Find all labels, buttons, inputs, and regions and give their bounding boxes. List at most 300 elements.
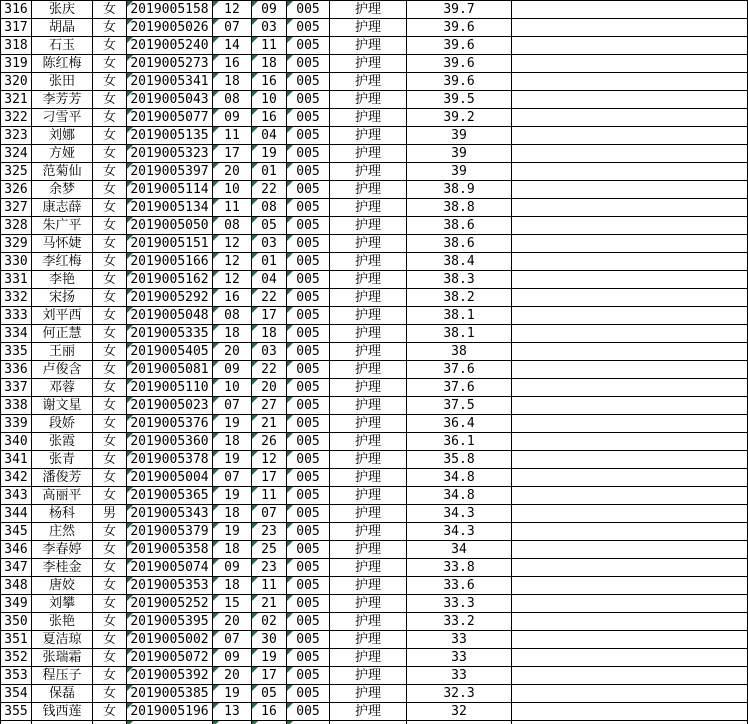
- cell-exam-id[interactable]: [127, 379, 213, 397]
- cell-exam-id[interactable]: [127, 19, 213, 37]
- cell-num2[interactable]: [252, 235, 287, 253]
- cell-blank[interactable]: [512, 91, 748, 109]
- cell-code[interactable]: [287, 487, 330, 505]
- cell-category[interactable]: [330, 145, 407, 163]
- cell-score[interactable]: [407, 397, 512, 415]
- cell-blank[interactable]: [512, 541, 748, 559]
- cell-score[interactable]: [407, 487, 512, 505]
- cell-num2[interactable]: [252, 685, 287, 703]
- cell-blank[interactable]: [512, 685, 748, 703]
- cell-num2[interactable]: [252, 109, 287, 127]
- cell-score[interactable]: [407, 595, 512, 613]
- cell-name[interactable]: [32, 649, 93, 667]
- cell-code[interactable]: [287, 19, 330, 37]
- cell-name[interactable]: [32, 577, 93, 595]
- cell-exam-id[interactable]: [127, 523, 213, 541]
- cell-code[interactable]: [287, 559, 330, 577]
- cell-name[interactable]: [32, 523, 93, 541]
- cell-code[interactable]: [287, 289, 330, 307]
- cell-num1[interactable]: [213, 397, 252, 415]
- cell-row-number[interactable]: [0, 163, 32, 181]
- cell-name[interactable]: [32, 505, 93, 523]
- cell-gender[interactable]: [93, 91, 127, 109]
- cell-score[interactable]: [407, 55, 512, 73]
- cell-row-number[interactable]: [0, 343, 32, 361]
- cell-blank[interactable]: [512, 307, 748, 325]
- cell-blank[interactable]: [512, 649, 748, 667]
- cell-gender[interactable]: [93, 685, 127, 703]
- cell-gender[interactable]: [93, 181, 127, 199]
- cell-num1[interactable]: [213, 325, 252, 343]
- cell-category[interactable]: [330, 343, 407, 361]
- cell-num2[interactable]: [252, 361, 287, 379]
- cell-row-number[interactable]: [0, 469, 32, 487]
- cell-score[interactable]: [407, 199, 512, 217]
- cell-gender[interactable]: [93, 667, 127, 685]
- cell-num2[interactable]: [252, 667, 287, 685]
- cell-code[interactable]: [287, 469, 330, 487]
- cell-blank[interactable]: [512, 451, 748, 469]
- cell-code[interactable]: [287, 253, 330, 271]
- cell-num2[interactable]: [252, 451, 287, 469]
- cell-blank[interactable]: [512, 613, 748, 631]
- cell-row-number[interactable]: [0, 703, 32, 721]
- cell-score[interactable]: [407, 325, 512, 343]
- cell-num1[interactable]: [213, 181, 252, 199]
- cell-num2[interactable]: [252, 523, 287, 541]
- cell-name[interactable]: [32, 181, 93, 199]
- cell-code[interactable]: [287, 145, 330, 163]
- cell-num2[interactable]: [252, 199, 287, 217]
- cell-category[interactable]: [330, 577, 407, 595]
- cell-name[interactable]: [32, 109, 93, 127]
- cell-gender[interactable]: [93, 397, 127, 415]
- cell-num1[interactable]: [213, 631, 252, 649]
- cell-exam-id[interactable]: [127, 199, 213, 217]
- cell-score[interactable]: [407, 613, 512, 631]
- cell-blank[interactable]: [512, 595, 748, 613]
- cell-row-number[interactable]: [0, 667, 32, 685]
- cell-category[interactable]: [330, 235, 407, 253]
- cell-row-number[interactable]: [0, 649, 32, 667]
- cell-exam-id[interactable]: [127, 577, 213, 595]
- cell-code[interactable]: [287, 667, 330, 685]
- cell-exam-id[interactable]: [127, 613, 213, 631]
- cell-name[interactable]: [32, 433, 93, 451]
- cell-row-number[interactable]: [0, 217, 32, 235]
- cell-code[interactable]: [287, 181, 330, 199]
- cell-score[interactable]: [407, 469, 512, 487]
- cell-num1[interactable]: [213, 55, 252, 73]
- cell-row-number[interactable]: [0, 325, 32, 343]
- cell-category[interactable]: [330, 505, 407, 523]
- cell-name[interactable]: [32, 145, 93, 163]
- cell-exam-id[interactable]: [127, 667, 213, 685]
- cell-row-number[interactable]: [0, 631, 32, 649]
- cell-num1[interactable]: [213, 559, 252, 577]
- cell-score[interactable]: [407, 433, 512, 451]
- cell-row-number[interactable]: [0, 415, 32, 433]
- cell-exam-id[interactable]: [127, 325, 213, 343]
- cell-row-number[interactable]: [0, 577, 32, 595]
- cell-gender[interactable]: [93, 55, 127, 73]
- cell-num2[interactable]: [252, 307, 287, 325]
- cell-num2[interactable]: [252, 55, 287, 73]
- cell-score[interactable]: [407, 91, 512, 109]
- cell-gender[interactable]: [93, 469, 127, 487]
- cell-row-number[interactable]: [0, 19, 32, 37]
- cell-name[interactable]: [32, 163, 93, 181]
- cell-num1[interactable]: [213, 469, 252, 487]
- cell-num2[interactable]: [252, 397, 287, 415]
- cell-row-number[interactable]: [0, 199, 32, 217]
- cell-num2[interactable]: [252, 343, 287, 361]
- cell-blank[interactable]: [512, 577, 748, 595]
- cell-code[interactable]: [287, 451, 330, 469]
- cell-num1[interactable]: [213, 451, 252, 469]
- cell-num1[interactable]: [213, 595, 252, 613]
- cell-blank[interactable]: [512, 343, 748, 361]
- cell-gender[interactable]: [93, 613, 127, 631]
- cell-gender[interactable]: [93, 199, 127, 217]
- cell-score[interactable]: [407, 181, 512, 199]
- cell-gender[interactable]: [93, 217, 127, 235]
- cell-code[interactable]: [287, 163, 330, 181]
- cell-name[interactable]: [32, 307, 93, 325]
- cell-name[interactable]: [32, 703, 93, 721]
- cell-score[interactable]: [407, 451, 512, 469]
- cell-category[interactable]: [330, 127, 407, 145]
- cell-row-number[interactable]: [0, 127, 32, 145]
- cell-exam-id[interactable]: [127, 181, 213, 199]
- cell-category[interactable]: [330, 361, 407, 379]
- cell-gender[interactable]: [93, 73, 127, 91]
- cell-row-number[interactable]: [0, 181, 32, 199]
- cell-score[interactable]: [407, 577, 512, 595]
- cell-category[interactable]: [330, 199, 407, 217]
- cell-blank[interactable]: [512, 703, 748, 721]
- cell-num2[interactable]: [252, 325, 287, 343]
- cell-exam-id[interactable]: [127, 37, 213, 55]
- cell-code[interactable]: [287, 613, 330, 631]
- cell-category[interactable]: [330, 271, 407, 289]
- cell-blank[interactable]: [512, 361, 748, 379]
- cell-score[interactable]: [407, 379, 512, 397]
- cell-category[interactable]: [330, 559, 407, 577]
- cell-exam-id[interactable]: [127, 703, 213, 721]
- cell-blank[interactable]: [512, 487, 748, 505]
- cell-gender[interactable]: [93, 595, 127, 613]
- cell-num1[interactable]: [213, 523, 252, 541]
- cell-category[interactable]: [330, 451, 407, 469]
- cell-num1[interactable]: [213, 415, 252, 433]
- cell-name[interactable]: [32, 343, 93, 361]
- cell-score[interactable]: [407, 19, 512, 37]
- cell-num2[interactable]: [252, 91, 287, 109]
- cell-blank[interactable]: [512, 505, 748, 523]
- cell-gender[interactable]: [93, 1, 127, 19]
- cell-code[interactable]: [287, 523, 330, 541]
- cell-blank[interactable]: [512, 235, 748, 253]
- cell-code[interactable]: [287, 127, 330, 145]
- cell-row-number[interactable]: [0, 271, 32, 289]
- cell-num1[interactable]: [213, 199, 252, 217]
- cell-row-number[interactable]: [0, 73, 32, 91]
- cell-blank[interactable]: [512, 433, 748, 451]
- cell-code[interactable]: [287, 397, 330, 415]
- cell-gender[interactable]: [93, 163, 127, 181]
- cell-category[interactable]: [330, 523, 407, 541]
- cell-row-number[interactable]: [0, 109, 32, 127]
- cell-row-number[interactable]: [0, 91, 32, 109]
- cell-blank[interactable]: [512, 667, 748, 685]
- cell-row-number[interactable]: [0, 379, 32, 397]
- cell-score[interactable]: [407, 37, 512, 55]
- cell-num2[interactable]: [252, 127, 287, 145]
- cell-row-number[interactable]: [0, 307, 32, 325]
- cell-name[interactable]: [32, 379, 93, 397]
- cell-score[interactable]: [407, 163, 512, 181]
- cell-exam-id[interactable]: [127, 451, 213, 469]
- cell-category[interactable]: [330, 487, 407, 505]
- cell-name[interactable]: [32, 325, 93, 343]
- cell-blank[interactable]: [512, 631, 748, 649]
- cell-exam-id[interactable]: [127, 397, 213, 415]
- cell-code[interactable]: [287, 685, 330, 703]
- cell-num1[interactable]: [213, 19, 252, 37]
- cell-code[interactable]: [287, 37, 330, 55]
- cell-code[interactable]: [287, 595, 330, 613]
- cell-score[interactable]: [407, 649, 512, 667]
- cell-exam-id[interactable]: [127, 1, 213, 19]
- cell-score[interactable]: [407, 253, 512, 271]
- cell-score[interactable]: [407, 361, 512, 379]
- cell-row-number[interactable]: [0, 523, 32, 541]
- cell-score[interactable]: [407, 631, 512, 649]
- cell-category[interactable]: [330, 613, 407, 631]
- cell-blank[interactable]: [512, 181, 748, 199]
- cell-num2[interactable]: [252, 433, 287, 451]
- cell-num1[interactable]: [213, 73, 252, 91]
- cell-gender[interactable]: [93, 577, 127, 595]
- cell-row-number[interactable]: [0, 451, 32, 469]
- cell-score[interactable]: [407, 505, 512, 523]
- cell-code[interactable]: [287, 1, 330, 19]
- cell-code[interactable]: [287, 577, 330, 595]
- cell-blank[interactable]: [512, 325, 748, 343]
- cell-gender[interactable]: [93, 505, 127, 523]
- cell-code[interactable]: [287, 415, 330, 433]
- cell-gender[interactable]: [93, 559, 127, 577]
- cell-category[interactable]: [330, 325, 407, 343]
- cell-num2[interactable]: [252, 649, 287, 667]
- cell-num1[interactable]: [213, 379, 252, 397]
- cell-row-number[interactable]: [0, 1, 32, 19]
- cell-score[interactable]: [407, 523, 512, 541]
- cell-name[interactable]: [32, 397, 93, 415]
- cell-num1[interactable]: [213, 1, 252, 19]
- cell-score[interactable]: [407, 559, 512, 577]
- cell-score[interactable]: [407, 415, 512, 433]
- cell-code[interactable]: [287, 271, 330, 289]
- cell-exam-id[interactable]: [127, 361, 213, 379]
- cell-gender[interactable]: [93, 343, 127, 361]
- cell-name[interactable]: [32, 127, 93, 145]
- cell-exam-id[interactable]: [127, 595, 213, 613]
- cell-row-number[interactable]: [0, 685, 32, 703]
- cell-name[interactable]: [32, 451, 93, 469]
- cell-num2[interactable]: [252, 541, 287, 559]
- cell-category[interactable]: [330, 55, 407, 73]
- cell-exam-id[interactable]: [127, 73, 213, 91]
- cell-category[interactable]: [330, 703, 407, 721]
- cell-num2[interactable]: [252, 163, 287, 181]
- cell-category[interactable]: [330, 667, 407, 685]
- cell-code[interactable]: [287, 217, 330, 235]
- cell-num1[interactable]: [213, 433, 252, 451]
- cell-code[interactable]: [287, 703, 330, 721]
- cell-code[interactable]: [287, 73, 330, 91]
- cell-gender[interactable]: [93, 109, 127, 127]
- cell-num2[interactable]: [252, 289, 287, 307]
- cell-blank[interactable]: [512, 145, 748, 163]
- cell-exam-id[interactable]: [127, 217, 213, 235]
- cell-category[interactable]: [330, 433, 407, 451]
- cell-blank[interactable]: [512, 217, 748, 235]
- cell-gender[interactable]: [93, 433, 127, 451]
- cell-num2[interactable]: [252, 613, 287, 631]
- cell-row-number[interactable]: [0, 595, 32, 613]
- cell-num2[interactable]: [252, 577, 287, 595]
- cell-num1[interactable]: [213, 649, 252, 667]
- cell-num2[interactable]: [252, 253, 287, 271]
- cell-exam-id[interactable]: [127, 559, 213, 577]
- cell-score[interactable]: [407, 109, 512, 127]
- cell-category[interactable]: [330, 37, 407, 55]
- cell-num1[interactable]: [213, 505, 252, 523]
- cell-score[interactable]: [407, 1, 512, 19]
- cell-row-number[interactable]: [0, 289, 32, 307]
- cell-num1[interactable]: [213, 127, 252, 145]
- cell-category[interactable]: [330, 253, 407, 271]
- cell-exam-id[interactable]: [127, 253, 213, 271]
- cell-num2[interactable]: [252, 271, 287, 289]
- cell-exam-id[interactable]: [127, 433, 213, 451]
- cell-category[interactable]: [330, 649, 407, 667]
- cell-num1[interactable]: [213, 91, 252, 109]
- cell-row-number[interactable]: [0, 397, 32, 415]
- cell-exam-id[interactable]: [127, 127, 213, 145]
- cell-gender[interactable]: [93, 361, 127, 379]
- cell-exam-id[interactable]: [127, 271, 213, 289]
- cell-name[interactable]: [32, 487, 93, 505]
- cell-blank[interactable]: [512, 37, 748, 55]
- cell-row-number[interactable]: [0, 505, 32, 523]
- cell-name[interactable]: [32, 289, 93, 307]
- cell-num1[interactable]: [213, 361, 252, 379]
- cell-blank[interactable]: [512, 289, 748, 307]
- cell-category[interactable]: [330, 307, 407, 325]
- cell-blank[interactable]: [512, 199, 748, 217]
- cell-code[interactable]: [287, 361, 330, 379]
- cell-gender[interactable]: [93, 253, 127, 271]
- cell-blank[interactable]: [512, 469, 748, 487]
- cell-code[interactable]: [287, 325, 330, 343]
- cell-blank[interactable]: [512, 523, 748, 541]
- cell-score[interactable]: [407, 685, 512, 703]
- cell-row-number[interactable]: [0, 541, 32, 559]
- cell-exam-id[interactable]: [127, 145, 213, 163]
- cell-gender[interactable]: [93, 523, 127, 541]
- cell-gender[interactable]: [93, 541, 127, 559]
- cell-gender[interactable]: [93, 307, 127, 325]
- cell-name[interactable]: [32, 685, 93, 703]
- cell-name[interactable]: [32, 1, 93, 19]
- cell-gender[interactable]: [93, 37, 127, 55]
- cell-gender[interactable]: [93, 631, 127, 649]
- cell-exam-id[interactable]: [127, 55, 213, 73]
- cell-category[interactable]: [330, 91, 407, 109]
- cell-score[interactable]: [407, 307, 512, 325]
- cell-exam-id[interactable]: [127, 235, 213, 253]
- cell-category[interactable]: [330, 19, 407, 37]
- cell-gender[interactable]: [93, 19, 127, 37]
- cell-score[interactable]: [407, 343, 512, 361]
- cell-num2[interactable]: [252, 19, 287, 37]
- cell-score[interactable]: [407, 541, 512, 559]
- cell-blank[interactable]: [512, 559, 748, 577]
- cell-code[interactable]: [287, 199, 330, 217]
- cell-num1[interactable]: [213, 145, 252, 163]
- cell-num2[interactable]: [252, 631, 287, 649]
- cell-row-number[interactable]: [0, 559, 32, 577]
- cell-score[interactable]: [407, 703, 512, 721]
- cell-num2[interactable]: [252, 505, 287, 523]
- cell-code[interactable]: [287, 343, 330, 361]
- cell-category[interactable]: [330, 73, 407, 91]
- cell-name[interactable]: [32, 37, 93, 55]
- cell-gender[interactable]: [93, 703, 127, 721]
- cell-category[interactable]: [330, 631, 407, 649]
- cell-score[interactable]: [407, 271, 512, 289]
- cell-name[interactable]: [32, 19, 93, 37]
- cell-score[interactable]: [407, 289, 512, 307]
- cell-row-number[interactable]: [0, 433, 32, 451]
- cell-code[interactable]: [287, 541, 330, 559]
- cell-blank[interactable]: [512, 163, 748, 181]
- cell-name[interactable]: [32, 469, 93, 487]
- cell-row-number[interactable]: [0, 145, 32, 163]
- cell-score[interactable]: [407, 73, 512, 91]
- cell-num1[interactable]: [213, 235, 252, 253]
- cell-blank[interactable]: [512, 397, 748, 415]
- cell-code[interactable]: [287, 505, 330, 523]
- cell-name[interactable]: [32, 361, 93, 379]
- cell-num1[interactable]: [213, 685, 252, 703]
- cell-category[interactable]: [330, 541, 407, 559]
- cell-row-number[interactable]: [0, 235, 32, 253]
- cell-num1[interactable]: [213, 109, 252, 127]
- cell-num2[interactable]: [252, 487, 287, 505]
- cell-gender[interactable]: [93, 379, 127, 397]
- cell-code[interactable]: [287, 109, 330, 127]
- cell-gender[interactable]: [93, 235, 127, 253]
- cell-blank[interactable]: [512, 271, 748, 289]
- cell-num1[interactable]: [213, 163, 252, 181]
- cell-gender[interactable]: [93, 127, 127, 145]
- cell-name[interactable]: [32, 631, 93, 649]
- cell-exam-id[interactable]: [127, 631, 213, 649]
